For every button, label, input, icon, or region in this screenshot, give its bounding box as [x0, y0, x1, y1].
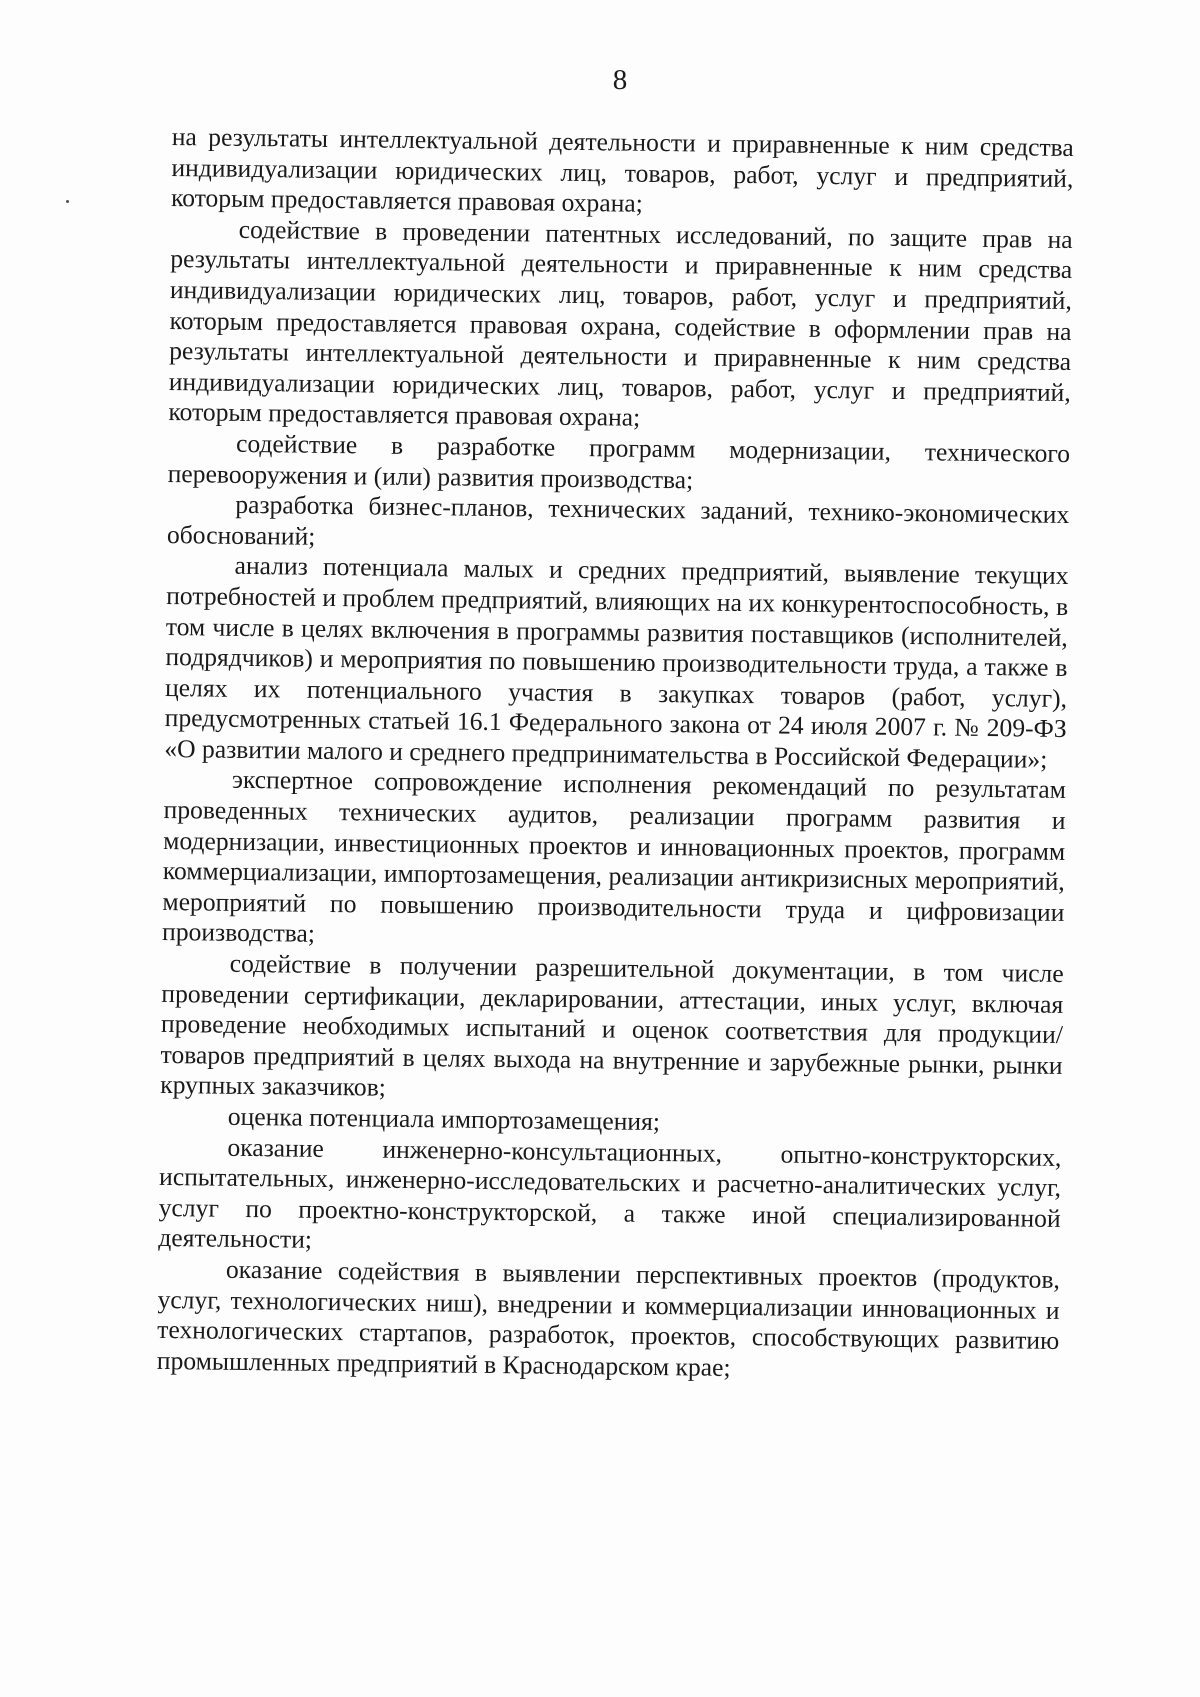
paragraph: оценка потенциала импортозамещения;: [227, 1101, 661, 1137]
scan-dot-mark: [66, 200, 69, 203]
document-body: [157, 122, 1074, 1387]
paragraph: разработка бизнес-планов, технических заданий, технико-экономических обоснований;: [166, 489, 1070, 551]
page-number: 8: [612, 64, 628, 96]
paragraph: содействие в проведении патентных исследований, по защите прав на результаты интеллектуальной деятельности и приравненные к ним средства индивидуализации юридических лиц, товаров, работ, услуг и предприятий, которым предоставляется правовая охрана, содействие в оформлении прав на результаты интеллектуальной деятельности и приравненные к ним средства индивидуализации юридических лиц, товаров, работ, услуг и предприятий, которым предоставляется правовая охрана;: [168, 214, 1073, 433]
paragraph: оказание инженерно-консультационных, опытно-конструкторских, испытательных, инженерно-исследовательских и расчетно-аналитических услуг, услуг по проектно-конструкторской, а также иной специализированной деятельности;: [158, 1132, 1062, 1255]
paragraph: экспертное сопровождение исполнения рекомендаций по результатам проведенных технических аудитов, реализации программ развития и модернизации, инвестиционных проектов и инновационных проектов, программ коммерциализации, импортозамещения, реализации антикризисных мероприятий, мероприятий по повышению производительности труда и цифровизации производства;: [161, 765, 1067, 949]
paragraph: на результаты интеллектуальной деятельности и приравненные к ним средства индивидуализации юридических лиц, товаров, работ, услуг и предприятий, которым предоставляется правовая охрана;: [170, 122, 1074, 218]
paragraph: оказание содействия в выявлении перспективных проектов (продуктов, услуг, технологических ниш), внедрении и коммерциализации инновационных и технологических стартапов, разработок, проектов, способствующих развитию промышленных предприятий в Краснодарском крае;: [156, 1254, 1061, 1382]
paragraph: содействие в получении разрешительной документации, в том числе проведении сертификации, декларировании, аттестации, иных услуг, включая проведение необходимых испытаний и оценок соответствия для продукции/товаров предприятий в целях выхода на внутренние и зарубежные рынки, рынки крупных заказчиков;: [160, 948, 1064, 1103]
paragraph: содействие в разработке программ модернизации, технического перевооружения и (или) развития производства;: [167, 428, 1071, 494]
paragraph: анализ потенциала малых и средних предприятий, выявление текущих потребностей и проблем предприятий, влияющих на их конкурентоспособность, в том числе в целях включения в программы развития поставщиков (исполнителей, подрядчиков) и мероприятия по повышению производительности труда, а также в целях их потенциального участия в закупках товаров (работ, услуг), предусмотренных статьей 16.1 Федерального закона от 24 июля 2007 г. № 209-ФЗ «О развитии малого и среднего предпринимательства в Российской Федерации»;: [164, 551, 1069, 774]
